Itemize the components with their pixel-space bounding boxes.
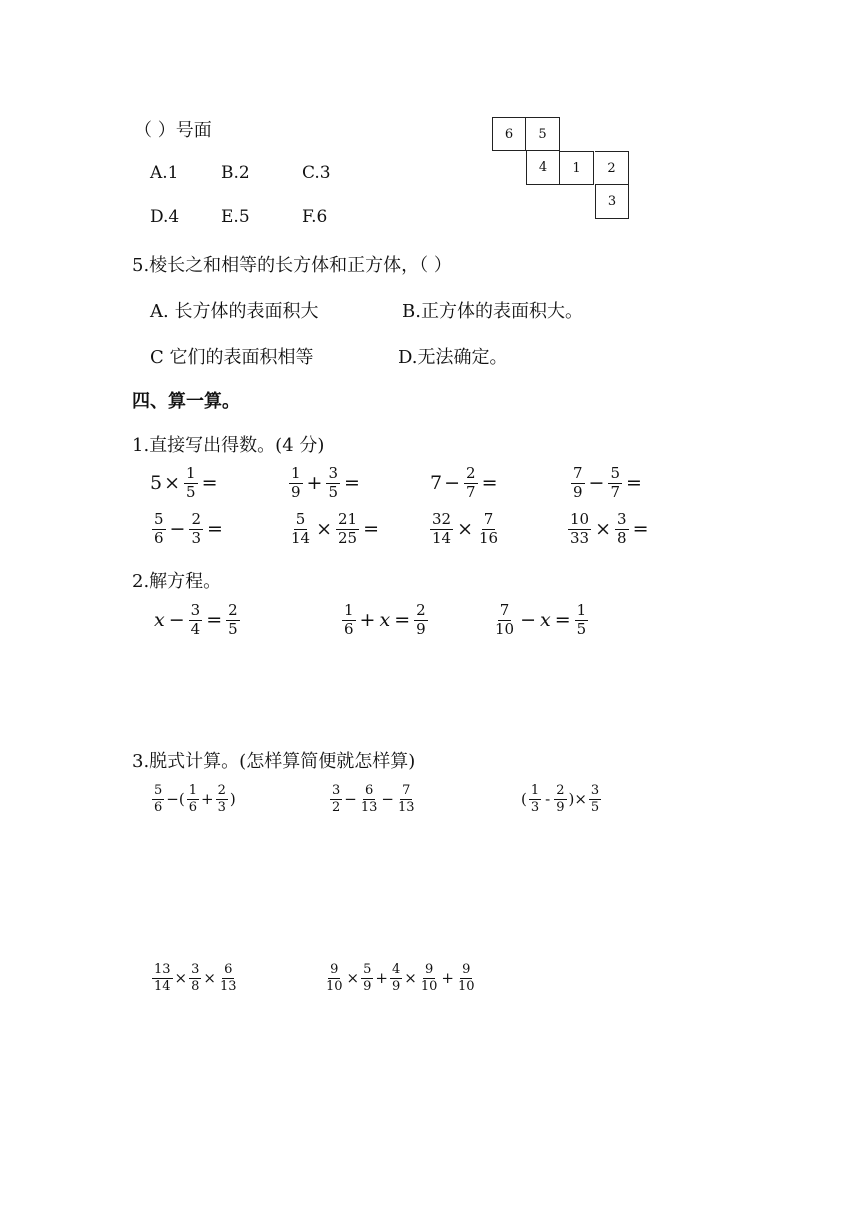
operator: -: [545, 790, 551, 809]
numerator: 7: [483, 510, 494, 528]
fraction: [608, 466, 622, 501]
q5-stem: 5.棱长之和相等的长方体和正方体，（ ）: [132, 255, 452, 276]
numerator: 1: [530, 783, 540, 798]
operator: ×: [595, 518, 612, 541]
numerator: 2: [466, 464, 476, 482]
denominator: 25: [338, 528, 358, 547]
fraction: [464, 466, 478, 501]
equals: =: [206, 609, 223, 632]
net-cell-1: 1: [560, 151, 594, 185]
numerator: 21: [338, 510, 358, 528]
variable-x: x: [154, 609, 165, 632]
numerator: 13: [154, 962, 171, 977]
parenthesis: ): [229, 790, 236, 809]
net-cell-4: 4: [526, 151, 560, 185]
expression-5: [322, 963, 479, 993]
numerator: 3: [328, 464, 339, 482]
operator: ×: [164, 472, 181, 495]
numerator: 2: [228, 601, 238, 619]
variable-x: x: [379, 609, 391, 632]
fraction: [336, 512, 359, 547]
denominator: 10: [457, 978, 475, 994]
numerator: 7: [573, 464, 583, 482]
option-c: C.3: [302, 163, 331, 183]
denominator: 6: [188, 799, 197, 815]
numerator: 5: [154, 510, 164, 528]
fraction: [493, 603, 516, 638]
denominator: 3: [530, 799, 540, 815]
equals: =: [481, 472, 498, 495]
denominator: 13: [360, 799, 378, 815]
numerator: 1: [291, 464, 301, 482]
fraction: [218, 963, 239, 993]
operator: −: [168, 609, 185, 632]
fraction: [152, 784, 164, 814]
numerator: 7: [499, 601, 510, 619]
calc-item-3: [430, 466, 499, 501]
numerator: 5: [295, 510, 306, 528]
calc-item-7: [428, 512, 502, 547]
fraction: [152, 963, 173, 993]
fraction: [571, 466, 585, 501]
numerator: 3: [191, 962, 200, 977]
equals: =: [632, 518, 649, 541]
operator: +: [375, 969, 388, 988]
fraction: [152, 512, 166, 547]
denominator: 9: [363, 978, 372, 994]
net-cell-3: 3: [595, 185, 629, 219]
denominator: 33: [570, 528, 590, 547]
denominator: 5: [328, 482, 339, 501]
fraction: [456, 963, 477, 993]
numerator: 9: [424, 962, 434, 977]
q4-prompt: （ ）号面: [134, 120, 212, 141]
fraction: [529, 784, 541, 814]
operator: ×: [457, 518, 474, 541]
fraction: [477, 512, 500, 547]
denominator: 13: [397, 799, 415, 815]
operator: +: [200, 790, 214, 809]
fraction: [187, 784, 199, 814]
fraction: [189, 512, 203, 547]
fraction: [419, 963, 440, 993]
calc-item-2: [287, 466, 362, 501]
numerator: 3: [332, 783, 341, 798]
fraction: [289, 512, 312, 547]
fraction: [554, 784, 566, 814]
denominator: 10: [495, 619, 515, 638]
numerator: 1: [186, 464, 196, 482]
numerator: 6: [364, 783, 374, 798]
denominator: 5: [576, 619, 587, 638]
equation-3: [491, 603, 590, 638]
numerator: 2: [191, 510, 202, 528]
denominator: 9: [556, 799, 565, 815]
equals: =: [344, 472, 360, 495]
fraction: [226, 603, 240, 638]
denominator: 13: [219, 978, 237, 994]
fraction: [390, 963, 402, 993]
option-b: B.2: [221, 163, 250, 183]
fraction: [575, 603, 589, 638]
numerator: 4: [391, 962, 401, 977]
operator: ×: [203, 969, 216, 988]
denominator: 9: [391, 978, 401, 994]
fraction: [414, 603, 428, 638]
denominator: 14: [432, 528, 452, 547]
fraction: [289, 466, 303, 501]
part1-title: 1.直接写出得数。(4 分): [132, 435, 325, 456]
numerator: 2: [556, 783, 565, 798]
operator: +: [306, 472, 323, 495]
denominator: 10: [420, 978, 438, 994]
denominator: 8: [617, 528, 627, 547]
operator: −: [520, 609, 537, 632]
numerator: 1: [576, 601, 587, 619]
numerator: 5: [610, 464, 621, 482]
operator: )×: [568, 790, 587, 809]
operator: −(: [166, 790, 185, 809]
q5-option-b: B.正方体的表面积大。: [402, 301, 583, 322]
fraction: [189, 963, 201, 993]
parenthesis: (: [521, 790, 527, 809]
operator: −: [588, 472, 605, 495]
operator: ×: [316, 518, 333, 541]
fraction: [330, 784, 342, 814]
numerator: 5: [154, 783, 163, 798]
calc-item-4: [569, 466, 644, 501]
numerator: 3: [590, 783, 600, 798]
equation-1: [152, 603, 242, 638]
fraction: [189, 603, 203, 638]
equals: =: [363, 518, 380, 541]
net-cell-5: 5: [526, 117, 560, 151]
denominator: 7: [610, 482, 621, 501]
fraction: [216, 784, 228, 814]
calc-item-1: [150, 466, 219, 501]
operator: ×: [346, 969, 360, 988]
numerator: 9: [330, 962, 339, 977]
equals: =: [626, 472, 642, 495]
fraction: [342, 603, 356, 638]
denominator: 4: [190, 619, 201, 638]
section-title: 四、算一算。: [132, 391, 240, 412]
equals: =: [201, 472, 218, 495]
fraction: [589, 784, 601, 814]
operator: +: [359, 609, 376, 632]
numerator: 6: [224, 962, 233, 977]
denominator: 14: [291, 528, 311, 547]
expression-2: [328, 784, 419, 814]
denominator: 6: [344, 619, 354, 638]
q5-option-a: A. 长方体的表面积大: [150, 301, 319, 322]
denominator: 6: [154, 528, 164, 547]
numerator: 7: [402, 783, 411, 798]
denominator: 14: [154, 978, 171, 994]
denominator: 9: [416, 619, 426, 638]
part2-title: 2.解方程。: [132, 571, 222, 592]
fraction: [359, 784, 380, 814]
numerator: 5: [363, 962, 372, 977]
denominator: 10: [326, 978, 343, 994]
option-a: A.1: [150, 163, 179, 183]
denominator: 5: [590, 799, 600, 815]
numerator: 3: [190, 601, 201, 619]
fraction: [184, 466, 198, 501]
expression-1: [150, 784, 236, 814]
q5-option-c: C 它们的表面积相等: [150, 347, 314, 368]
denominator: 9: [573, 482, 583, 501]
numerator: 1: [188, 783, 197, 798]
calc-item-8: [566, 512, 650, 547]
numerator: 32: [432, 510, 452, 528]
operator: −: [381, 790, 394, 809]
denominator: 7: [466, 482, 476, 501]
denominator: 2: [332, 799, 341, 815]
net-cell-6: 6: [492, 117, 526, 151]
calc-item-5: [150, 512, 225, 547]
numerator: 3: [617, 510, 627, 528]
numerator: 10: [570, 510, 590, 528]
calc-item-6: [287, 512, 381, 547]
numerator: 1: [344, 601, 354, 619]
q5-option-d: D.无法确定。: [398, 347, 508, 368]
equals: =: [207, 518, 223, 541]
denominator: 3: [191, 528, 202, 547]
denominator: 3: [217, 799, 226, 815]
whole-number: 5: [150, 472, 163, 495]
fraction: [430, 512, 453, 547]
whole-number: 7: [430, 472, 443, 495]
equation-2: [340, 603, 430, 638]
option-d: D.4: [150, 207, 180, 227]
denominator: 5: [186, 482, 196, 501]
part3-title: 3.脱式计算。(怎样算简便就怎样算): [132, 751, 416, 772]
expression-3: [521, 784, 603, 814]
net-cell-2: 2: [595, 151, 629, 185]
option-f: F.6: [302, 207, 328, 227]
denominator: 8: [191, 978, 200, 994]
fraction: [324, 963, 345, 993]
fraction: [396, 784, 417, 814]
expression-4: [150, 963, 241, 993]
denominator: 9: [291, 482, 301, 501]
equals: =: [394, 609, 411, 632]
operator: ×: [174, 969, 188, 988]
operator: −: [169, 518, 186, 541]
fraction: [361, 963, 373, 993]
fraction: [615, 512, 629, 547]
denominator: 6: [154, 799, 163, 815]
denominator: 16: [479, 528, 499, 547]
equals: =: [554, 609, 571, 632]
denominator: 5: [228, 619, 238, 638]
operator: +: [441, 969, 454, 988]
numerator: 9: [462, 962, 471, 977]
fraction: [326, 466, 340, 501]
option-e: E.5: [221, 207, 250, 227]
fraction: [568, 512, 591, 547]
variable-x: x: [540, 609, 551, 632]
operator: ×: [404, 969, 417, 988]
operator: −: [344, 790, 357, 809]
numerator: 2: [217, 783, 226, 798]
numerator: 2: [416, 601, 426, 619]
operator: −: [444, 472, 461, 495]
